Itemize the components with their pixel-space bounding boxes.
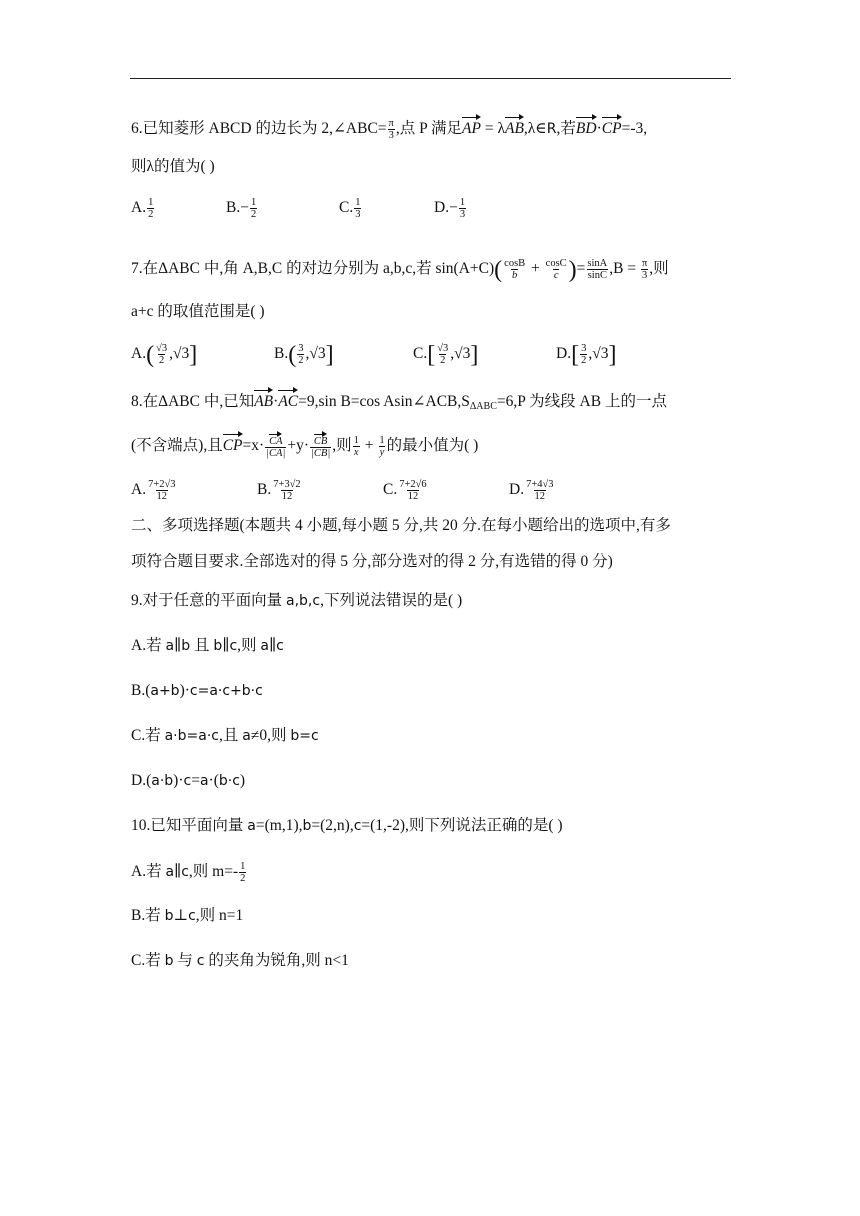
frac-pi-over-3: $\frac{\pi}{3}$ xyxy=(388,117,394,141)
q8-option-a[interactable]: A. $\frac{7+2√3}{12}$ xyxy=(131,479,176,502)
q9-option-c[interactable]: C.若 a·b=a·c,且 a≠0,则 b=c xyxy=(131,727,319,744)
q7-option-d[interactable]: D.[ $\frac{3}{2}$ ,√3] xyxy=(556,341,617,368)
q6-option-c[interactable]: C. $\frac{1}{3}$ xyxy=(339,197,361,220)
vector-cp: CP xyxy=(223,433,243,456)
q7-stem-line2: a+c 的取值范围是( ) xyxy=(131,303,265,320)
q8-stem-line1: 8.在ΔABC 中,已知AB·AC=9,sin B=cos $Asin\angle ACB,S_{\Delta ABC}=6,P$ 为线段 AB 上的一点 xyxy=(131,389,667,417)
q8-option-c[interactable]: C. $\frac{7+2√6}{12}$ xyxy=(383,479,427,502)
vector-ab: AB xyxy=(505,116,524,139)
q9-option-d[interactable]: D.(a·b)·c=a·(b·c) xyxy=(131,772,246,789)
q7-option-a[interactable]: A.( $\frac{√3}{2}$ ,√3] xyxy=(131,341,198,368)
q8-option-d[interactable]: D. $\frac{7+4√3}{12}$ xyxy=(509,479,554,502)
section2-instructions-line2: 项符合题目要求.全部选对的得 5 分,部分选对的得 2 分,有选错的得 0 分) xyxy=(131,553,613,570)
q9-option-b[interactable]: B.(a+b)·c=a·c+b·c xyxy=(131,682,263,699)
q9-option-a[interactable]: A.若 a∥b 且 b∥c,则 a∥c xyxy=(131,637,284,654)
vector-ap: AP xyxy=(462,116,481,139)
q6-stem-line1: 6.已知菱形 ABCD 的边长为 2,∠ABC= $\frac{\pi}{3}$ ,点 P 满足AP = λAB,λ∈R,若BD·CP=-3, xyxy=(131,117,648,141)
q8-stem-line2: (不含端点),且CP=x· $\frac{CA}{|CA|}$ +y· $\frac{CB}{|CB|}$ ,则 $\frac{1}{x}$ + $\frac{1}{y}$ 的最小值为( ) xyxy=(131,434,479,460)
q10-option-c[interactable]: C.若 b 与 c 的夹角为锐角,则 n<1 xyxy=(131,952,349,969)
vector-ac: AC xyxy=(278,389,298,412)
q10-option-a[interactable]: A.若 a∥c,则 m=- $\frac{1}{2}$ xyxy=(131,861,246,884)
vector-cp: CP xyxy=(602,116,622,139)
section2-instructions-line1: 二、多项选择题(本题共 4 小题,每小题 5 分,共 20 分.在每小题给出的选项中,有多 xyxy=(131,517,671,534)
q6-option-a[interactable]: A. $\frac{1}{2}$ xyxy=(131,197,154,220)
q10-option-b[interactable]: B.若 b⊥c,则 n=1 xyxy=(131,907,244,924)
q7-option-c[interactable]: C.[ $\frac{√3}{2}$ ,√3] xyxy=(413,341,479,368)
q6-option-d[interactable]: D.− $\frac{1}{3}$ xyxy=(434,197,466,220)
q8-option-b[interactable]: B. $\frac{7+3√2}{12}$ xyxy=(257,479,301,502)
vector-ab: AB xyxy=(254,389,273,412)
q6-option-b[interactable]: B.− $\frac{1}{2}$ xyxy=(226,197,257,220)
header-rule xyxy=(130,78,731,79)
q9-stem: 9.对于任意的平面向量 a,b,c,下列说法错误的是( ) xyxy=(131,592,463,609)
vector-bd: BD xyxy=(576,116,597,139)
q7-stem-line1: 7.在ΔABC 中,角 A,B,C 的对边分别为 a,b,c,若 sin(A+C)( $\frac{\cos B}{b}$ + $\frac{\cos C}{c}$ )= $\frac{\sin A}{\sin C}$ ,B = $\frac{\pi}{3}$ ,则 xyxy=(131,256,669,283)
q10-stem: 10.已知平面向量 a=(m,1),b=(2,n),c=(1,-2),则下列说法正确的是( ) xyxy=(131,817,563,834)
q7-option-b[interactable]: B.( $\frac{3}{2}$ ,√3] xyxy=(274,341,334,368)
q6-stem-line2: 则λ的值为( ) xyxy=(131,158,215,175)
